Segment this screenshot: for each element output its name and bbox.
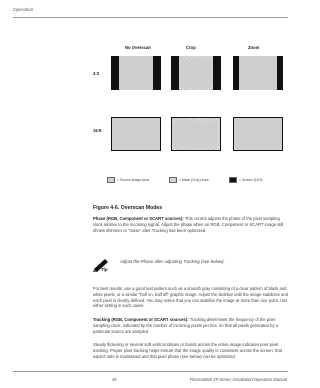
source-area xyxy=(175,121,217,147)
body-paragraph-test-pattern: For best results, use a good test pattern such as a smooth gray consisting of a clear pattern of black and white pixels, or a similar "half on, half off" graphic image. Adjust the slidebar until the image stabilizes and each pixel is clearly defined. You may notice that you can stabilize the image at more than one point. Use either setting in such cases. xyxy=(93,286,288,309)
phase-term: Phase (RGB, Component or SCART sources): xyxy=(93,216,184,221)
column-header-zoom: Zoom xyxy=(248,45,260,50)
tip-text: Adjust the Phase after adjusting Tracking (see below). xyxy=(120,259,225,264)
phase-paragraph xyxy=(93,216,289,233)
source-area xyxy=(234,118,282,150)
column-header-no-overscan: No Overscan xyxy=(125,45,151,50)
column-header-crop: Crop xyxy=(186,45,196,50)
screen-4-3-crop xyxy=(171,56,221,90)
source-area xyxy=(182,59,210,87)
legend-label: = Mask (Crop) Area xyxy=(179,178,209,182)
row-header-16-9: 16:9 xyxy=(93,128,102,133)
figure-caption: Figure 4-6. Overscan Modes xyxy=(93,205,163,211)
screen-16-9-crop xyxy=(171,117,221,151)
tracking-text: Tracking determines the frequency of the pixel sampling clock, indicated by the number of incoming pixels per line, so that all pixels generated by a particular source are sampled. xyxy=(93,317,279,334)
legend-mask xyxy=(169,177,209,183)
tracking-paragraph xyxy=(93,317,289,334)
source-area xyxy=(239,56,277,90)
tip-box xyxy=(93,258,293,274)
screen-16-9-no-overscan xyxy=(111,117,161,151)
overscan-figure xyxy=(93,45,293,195)
body-paragraph-flicker: Steady flickering or several soft vertical stripes or bands across the entire image indicates poor pixel tracking. Proper pixel tracking helps ensure that the image quality is consistent across the screen, that aspect ratio is maintained and that pixel phase (see below) can be optimized. xyxy=(93,342,282,359)
legend-swatch xyxy=(169,177,177,183)
legend-screen xyxy=(229,177,262,183)
phase-text: This control adjusts the phase of the pixel sampling clock relative to the incoming signal. Adjust the phase when an RGB, Component or SCART image still shows shimmer or "noise" after Tracking has been optimized. xyxy=(93,216,284,233)
source-area xyxy=(119,56,153,90)
legend-label: = Source Image Area xyxy=(117,178,149,182)
bottom-rule xyxy=(13,371,288,372)
legend-source-image xyxy=(107,177,149,183)
running-head: Operation xyxy=(13,7,34,12)
legend-label: = Screen (16:9) xyxy=(239,178,263,182)
screen-4-3-no-overscan xyxy=(111,56,161,90)
screen-4-3-zoom xyxy=(233,56,283,90)
legend-swatch xyxy=(229,177,237,183)
row-header-4-3: 4:3 xyxy=(93,71,100,76)
top-rule xyxy=(13,17,288,18)
screen-16-9-zoom xyxy=(233,117,283,151)
page-number: 46 xyxy=(112,377,117,382)
footer-title: PlasmaWall XP Series Installation/Operation Manual xyxy=(189,377,287,382)
tip-pencil-icon xyxy=(93,258,110,272)
legend-swatch xyxy=(107,177,115,183)
tip-label: Tip xyxy=(101,267,108,272)
tracking-term: Tracking (RGB, Component or SCART sources): xyxy=(93,317,189,322)
source-area xyxy=(112,118,160,150)
